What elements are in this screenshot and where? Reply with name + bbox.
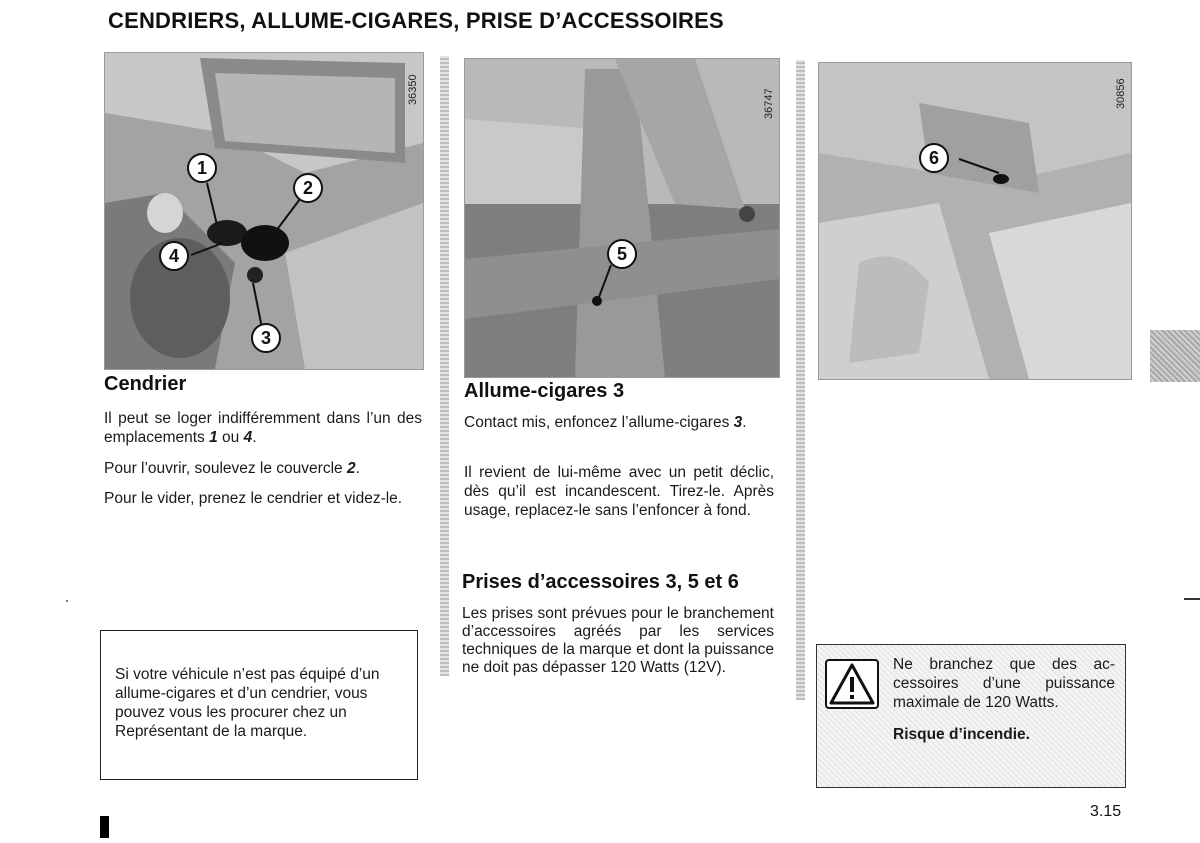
paragraph-ashtray-location: [104, 409, 422, 447]
paragraph-lighter-use: [464, 413, 774, 432]
ref-number: 3: [733, 414, 743, 431]
equipment-note-text: Si votre véhicule n’est pas équipé d’un allume-cigares et d’un cendrier, vous pouvez vous les procurer chez un Représentant de la marque.: [115, 666, 380, 740]
ref-number: 2: [346, 460, 356, 477]
paragraph-text: ou: [217, 429, 244, 446]
figure-cigarette-lighter: [464, 58, 780, 378]
paragraph-ashtray-empty: Pour le vider, prenez le cendrier et videz-le.: [104, 490, 403, 507]
page-number: 3.15: [1090, 803, 1122, 820]
figure-reference-number: 36350: [407, 74, 419, 105]
column-separator: [796, 60, 805, 700]
heading-prises-accessoires: Prises d’accessoires 3, 5 et 6: [462, 571, 739, 593]
chapter-tab-marker: [1150, 330, 1200, 382]
paragraph-text: .: [355, 460, 360, 477]
warning-triangle-icon: [827, 661, 877, 707]
page-title: CENDRIERS, ALLUME-CIGARES, PRISE D’ACCESSOIRES: [108, 8, 724, 33]
figure-socket-drawing: [819, 63, 1131, 379]
paragraph-text: Contact mis, enfoncez l’allume-cigares: [464, 414, 734, 431]
warning-icon-frame: [825, 659, 879, 709]
paragraph-ashtray-open: [104, 459, 422, 478]
paragraph-text: Il peut se loger indifféremment dans l’un des emplacements: [104, 410, 422, 446]
callout-5: 5: [607, 239, 637, 269]
callout-4: 4: [159, 241, 189, 271]
figure-reference-number: 36747: [763, 88, 775, 119]
warning-text: Ne branchez que des accessoires d’une puissance maximale de 120 Watts.: [893, 656, 1115, 711]
heading-cendrier: Cendrier: [104, 373, 187, 395]
scan-dot: [66, 600, 68, 602]
equipment-note-box: [100, 630, 418, 780]
paragraph-text: .: [742, 414, 747, 431]
paragraph-text: Pour l’ouvrir, soulevez le couvercle: [104, 460, 347, 477]
figure-ashtray-console: [104, 52, 424, 370]
figure-ashtray-drawing: [105, 53, 423, 369]
margin-bar-mark: [100, 816, 109, 838]
ref-number: 1: [209, 429, 218, 446]
margin-dash-mark: [1184, 598, 1200, 600]
warning-box: [816, 644, 1126, 788]
callout-3: 3: [251, 323, 281, 353]
callout-6: 6: [919, 143, 949, 173]
paragraph-lighter-release: Il revient de lui-même avec un petit déclic, dès qu’il est incandescent. Tirez-le. Après usage, replacez-le sans l’enfoncer à fond.: [464, 464, 774, 519]
column-separator: [440, 56, 449, 676]
warning-emphasis: Risque d’incendie.: [893, 726, 1030, 743]
figure-lighter-drawing: [465, 59, 779, 377]
callout-1: 1: [187, 153, 217, 183]
heading-allume-cigares: Allume-cigares 3: [464, 380, 625, 402]
figure-reference-number: 30856: [1115, 78, 1127, 109]
paragraph-text: .: [252, 429, 257, 446]
figure-accessory-socket-rear: [818, 62, 1132, 380]
paragraph-accessory-sockets: Les prises sont prévues pour le branchement d’accessoires agréés par les services techniques de la marque et dont la puissance ne doit pas dépasser 120 Watts (12V).: [462, 605, 774, 676]
ref-number: 4: [243, 429, 253, 446]
callout-2: 2: [293, 173, 323, 203]
